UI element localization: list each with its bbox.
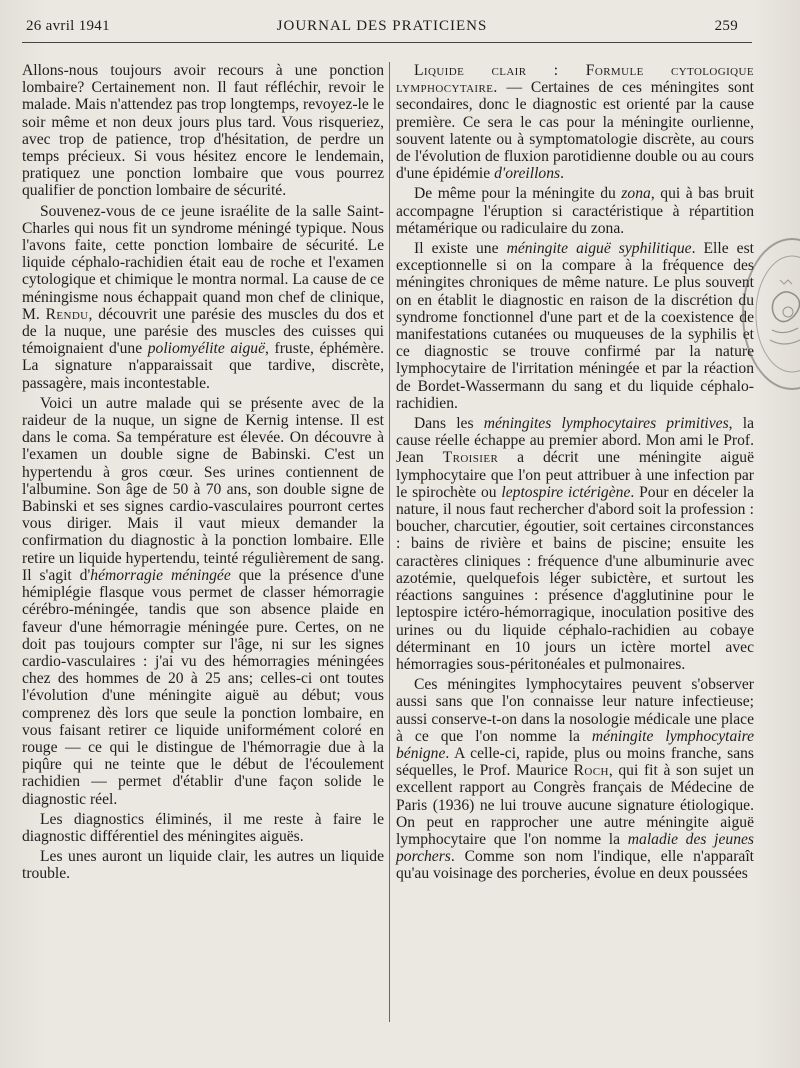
- paragraph-text: Ces méningites lymphocytaires peuvent s'observer aussi sans que l'on connaisse leur nature infectieuse; aussi conserve-t-on dans la nosologie médicale une place à ce que l'on nomme la: [396, 676, 754, 745]
- paragraph-text: . Elle est exceptionnelle si on la compare à la fréquence des méningites chroniques de même nature. Le plus souvent on en établit le diagnostic en raison de la discrétion du syndrome fonctionnel d'une part et de la coexistence de manifestations cutanées ou muqueuses de la syphilis et ce diagnostic se trouve confirmé par la nature lymphocytaire de l'irritation méningée et par la réaction de Bordet-Wassermann du sang et du liquide céphalo-rachidien.: [396, 240, 754, 412]
- header-date: 26 avril 1941: [26, 18, 110, 34]
- paragraph-text: que la présence d'une hémiplégie flasque vous permet de classer hémorragie cérébro-méningée, tandis que son absence plaide en faveur d'une hémorragie méningée pure. Certes, on ne doit pas toujours compter sur l'âge, ni sur les signes cardio-vasculaires : j'ai vu des hémorragies méningées chez des hommes de 20 à 25 ans; celles-ci ont toutes l'évolution d'une méningite aiguë au début; vous comprenez dès lors que seule la ponction lombaire, en vous faisant retirer ce liquide uniformément coloré en rouge — ce qui le distingue de l'hémorragie due à la piqûre qui ne teinte que le début de l'écoulement rachidien — permet d'établir d'une façon solide le diagnostic réel.: [22, 566, 384, 808]
- author-name: Roch: [573, 762, 609, 780]
- paragraph: [22, 811, 384, 845]
- paragraph-text: Les diagnostics éliminés, il me reste à faire le diagnostic différentiel des méningites aiguës.: [22, 810, 384, 845]
- italic-term: méningite aiguë syphilitique: [506, 240, 692, 258]
- paragraph-text: . Comme son nom l'indique, elle n'apparaît qu'au voisinage des porcheries, évolue en deux poussées: [396, 848, 754, 883]
- italic-term: méningites lymphocytaires primitives: [483, 415, 729, 433]
- paragraph: [22, 203, 384, 392]
- paragraph-text: . Pour en déceler la nature, il nous faut rechercher d'abord soit la profession : boucher, charcutier, égoutier, soit certaines circonstances : bains de rivière et bains de piscine; ensuite les caractères cliniques : fréquence d'une albuminurie avec azotémie, quelquefois léger subictère, et surtout les réactions sanguines : présence d'agglutinine pour le leptospire ictéro-hémorragique, inoculation positive des urines ou du liquide céphalo-rachidien au cobaye déterminant en 10 jours un ictère mortel avec hémorragies sous-péritonéales et pulmonaires.: [396, 483, 754, 673]
- column-divider: [389, 62, 390, 1022]
- paragraph-text: , fruste, éphémère. La signature n'apparaissait que tardive, discrète, passagère, mais incontestable.: [22, 340, 384, 392]
- section-heading: Liquide clair : Formule cytologique lymphocytaire.: [396, 62, 754, 97]
- paragraph-text: Souvenez-vous de ce jeune israélite de la salle Saint-Charles qui nous fit un syndrome méningé typique. Nous l'avons faite, cette ponction lombaire de sécurité. Le liquide céphalo-rachidien était eau de roche et l'examen cytologique et chimique le montra normal. La cause de ce méningisme nous échappait quand mon chef de clinique, M.: [22, 202, 384, 323]
- page-number: 259: [714, 18, 738, 34]
- header-rule: [22, 42, 752, 43]
- library-stamp: [742, 238, 800, 390]
- paragraph: [396, 240, 754, 412]
- paragraph: [396, 415, 754, 673]
- paragraph-text: , la cause réelle échappe au premier abord. Mon ami le Prof. Jean: [396, 415, 754, 467]
- italic-term: hémorragie méningée: [90, 566, 231, 584]
- italic-term: poliomyélite aiguë: [147, 340, 266, 358]
- stamp-seal-icon: [744, 240, 800, 388]
- paragraph: Liquide clair : Formule cytologique lymphocytaire. — Certaines de ces méningites sont secondaires, donc le diagnostic est orienté par la cause première. Ce sera le cas pour la méningite ourlienne, souvent latente ou à symptomatologie discrète, au cours de l'évolution de fluxion parotidienne double ou au cours d'une épidémie d'oreillons.: [396, 62, 754, 183]
- italic-term: maladie des jeunes porchers: [396, 830, 754, 866]
- italic-term: leptospire ictérigène: [501, 483, 631, 501]
- right-column: [396, 62, 754, 883]
- author-name: Rendu: [45, 305, 89, 323]
- italic-term: zona: [621, 185, 651, 203]
- paragraph-text: , qui à bas bruit accompagne l'éruption si caractéristique à répartition métamérique ou radiculaire du zona.: [396, 185, 754, 237]
- paragraph: [22, 395, 384, 808]
- paragraph-text: Les unes auront un liquide clair, les autres un liquide trouble.: [22, 848, 384, 883]
- paragraph-text: De même pour la méningite du: [414, 185, 616, 203]
- left-column: [22, 62, 384, 883]
- paragraph-text: Dans les: [414, 415, 474, 433]
- paragraph: [22, 848, 384, 882]
- running-header: [26, 18, 738, 40]
- journal-title: JOURNAL DES PRATICIENS: [276, 18, 488, 34]
- paragraph: [396, 676, 754, 882]
- paragraph-text: . A celle-ci, rapide, plus ou moins franche, sans séquelles, le Prof. Maurice: [396, 744, 754, 780]
- paragraph-text: Allons-nous toujours avoir recours à une ponction lombaire? Certainement non. Il faut réfléchir, revoir le malade. Mais n'attendez pas trop longtemps, revoyez-le le soir même et non deux jours plus tard. Vous risqueriez, avec trop de patience, trop d'hésitation, de perdre un temps précieux. Si vous hésitez encore le lendemain, pratiquez une ponction lombaire que vous pourrez qualifier de ponction lombaire de sécurité.: [22, 62, 384, 200]
- paragraph-text: , qui fit à son sujet un excellent rapport au Congrès français de Médecine de Paris (1936) ne lui trouve aucune signature étiologique. On peut en rapprocher une autre méningite aiguë lymphocytaire que l'on nomme la: [396, 762, 755, 848]
- paragraph-text: Voici un autre malade qui se présente avec de la raideur de la nuque, un signe de Kernig intense. Il est dans le coma. Sa température est élevée. On découvre à l'examen un double signe de Babinski. C'est un hypertendu à gros cœur. Ses urines contiennent de l'albumine. Son âge de 50 à 70 ans, son double signe de Babinski et ses signes cardio-vasculaires pourront certes vous diriger. Mais il vaut mieux demander la confirmation du diagnostic à la ponction lombaire. Elle retire un liquide hypertendu, teinté régulièrement de sang. Il s'agit d': [22, 394, 384, 584]
- paragraph-text: — Certaines de ces méningites sont secondaires, donc le diagnostic est orienté par la cause première. Ce sera le cas pour la méningite ourlienne, souvent latente ou à symptomatologie discrète, au cours de l'évolution de fluxion parotidienne double ou au cours d'une épidémie: [396, 79, 754, 183]
- paragraph: [22, 62, 384, 200]
- italic-term: méningite lymphocytaire bénigne: [396, 727, 754, 762]
- italic-term: d'oreillons: [494, 165, 561, 183]
- author-name: Troisier: [442, 449, 499, 467]
- paragraph-text: Il existe une: [414, 240, 499, 258]
- paragraph-text: a décrit une méningite aiguë lymphocytaire que l'on peut attribuer à une infection par le spirochète ou: [396, 449, 754, 501]
- paragraph: [396, 185, 754, 237]
- paragraph-text: , découvrit une parésie des muscles du dos et de la nuque, une parésie des muscles des cuisses qui témoignaient d'une: [22, 305, 384, 358]
